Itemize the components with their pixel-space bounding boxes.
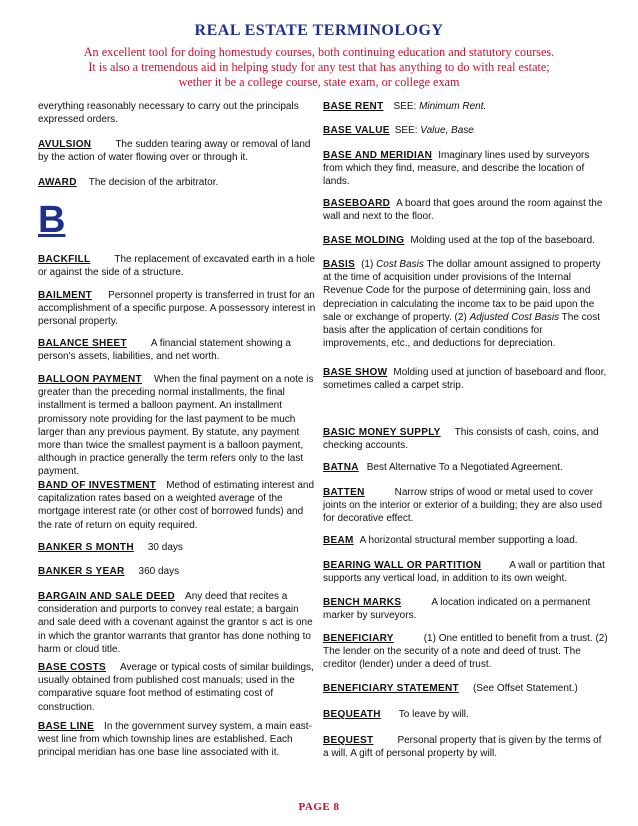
glossary-entry [323, 258, 608, 350]
glossary-term: BASE AND MERIDIAN [323, 150, 433, 161]
glossary-definition: Molding used at the top of the baseboard. [410, 235, 595, 246]
page-title: REAL ESTATE TERMINOLOGY [194, 22, 444, 39]
glossary-entry [38, 289, 316, 329]
subtitle-line: An excellent tool for doing homestudy courses, both continuing education and statutory courses. [83, 45, 555, 59]
glossary-term: BAILMENT [38, 290, 93, 301]
glossary-term: BEQUEATH [323, 709, 381, 720]
glossary-term: BASE RENT [323, 101, 384, 112]
glossary-definition: SEE: [394, 125, 421, 136]
glossary-entry [323, 534, 608, 547]
glossary-definition: A wall or partition that supports any vertical load, in addition to its own weight. [323, 560, 605, 585]
continuation-text: everything reasonably necessary to carry out the principals expressed orders. [38, 101, 299, 126]
page-number: PAGE 8 [298, 801, 340, 813]
glossary-definition-italic: Cost Basis [376, 259, 424, 270]
glossary-entry [323, 426, 608, 452]
glossary-definition: In the government survey system, a main east-west line from which township lines are established. Each principal meridian has one base line associated with it. [38, 721, 312, 759]
glossary-definition: Best Alternative To a Negotiated Agreement. [366, 462, 563, 473]
glossary-definition: The decision of the arbitrator. [88, 177, 219, 188]
glossary-term: BASE SHOW [323, 367, 388, 378]
glossary-definition: This consists of cash, coins, and checking accounts. [323, 427, 599, 452]
glossary-definition: A location indicated on a permanent marker by surveyors. [323, 597, 591, 622]
glossary-definition: Personnel property is transferred in trust for an accomplishment of a specific purpose. A possessory interest in personal property. [38, 290, 316, 328]
glossary-definition: The replacement of excavated earth in a hole or against the side of a structure. [38, 254, 316, 279]
glossary-entry [323, 632, 608, 672]
glossary-term: BASE VALUE [323, 125, 390, 136]
glossary-term: BAND OF INVESTMENT [38, 480, 157, 491]
section-letter: B [38, 199, 66, 241]
subtitle-line: It is also a tremendous aid in helping study for any test that has anything to do with real estate; [88, 60, 550, 74]
glossary-definition: Imaginary lines used by surveyors from which they find, measure, and describe the location of lands. [323, 150, 590, 188]
glossary-term: BACKFILL [38, 254, 91, 265]
glossary-entry [38, 373, 316, 479]
glossary-definition: (1) One entitled to benefit from a trust. (2) The lender on the security of a note and deed of trust. The creditor (lender) under a deed of trust. [323, 633, 608, 671]
glossary-definition: A board that goes around the room against the wall and next to the floor. [323, 198, 603, 223]
glossary-entry [38, 720, 316, 760]
glossary-term: BASIS [323, 259, 356, 270]
glossary-definition: To leave by will. [398, 709, 469, 720]
glossary-entry [38, 541, 316, 554]
glossary-entry [38, 590, 316, 656]
glossary-entry [38, 565, 316, 578]
glossary-term: BALLOON PAYMENT [38, 374, 142, 385]
glossary-definition: Narrow strips of wood or metal used to cover joints on the interior or exterior of a building; they are also used for decorative effect. [323, 487, 603, 525]
glossary-entry [323, 234, 608, 247]
glossary-term: BEAM [323, 535, 354, 546]
glossary-definition: Any deed that recites a consideration and purports to convey real estate; a bargain and sale deed with a covenant against the grantor s act is one in which the grantor warrants that grantor has done nothing to harm or cloud title. [38, 591, 313, 655]
glossary-definition: 360 days [138, 566, 180, 577]
glossary-definition: The sudden tearing away or removal of land by the action of water flowing over or through it. [38, 139, 311, 164]
glossary-term: BATNA [323, 462, 359, 473]
glossary-definition: The cost basis after the application of certain conditions for improvements, etc., and deductions for depreciation. [323, 311, 601, 350]
glossary-entry [323, 682, 608, 695]
glossary-entry [323, 559, 608, 585]
glossary-definition-italic: Value, Base [420, 125, 474, 136]
glossary-definition: Molding used at junction of baseboard and floor, sometimes called a carpet strip. [323, 367, 607, 392]
glossary-definition: SEE: [393, 101, 420, 112]
subtitle-line: wether it be a college course, state exam, or college exam [178, 75, 460, 89]
glossary-term: AVULSION [38, 139, 92, 150]
glossary-definition: A horizontal structural member supporting a load. [359, 535, 578, 546]
glossary-entry [323, 124, 608, 137]
glossary-entry [323, 486, 608, 526]
glossary-definition: Personal property that is given by the terms of a will. A gift of personal property by will. [323, 735, 602, 760]
glossary-term: BENCH MARKS [323, 597, 402, 608]
glossary-term: BASE COSTS [38, 662, 107, 673]
glossary-entry [38, 661, 316, 714]
glossary-definition-italic: Minimum Rent. [419, 101, 487, 112]
glossary-term: BEARING WALL OR PARTITION [323, 560, 482, 571]
glossary-definition-italic: Adjusted Cost Basis [469, 311, 560, 323]
glossary-entry [323, 461, 608, 474]
glossary-term: BASIC MONEY SUPPLY [323, 427, 441, 438]
glossary-definition: Average or typical costs of similar buildings, usually obtained from published cost manuals; used in the comparative square foot method of estimating cost of construction. [38, 662, 314, 713]
glossary-definition: The dollar amount assigned to property at the time of acquisition under provisions of the Internal Revenue Code for the purpose of determining gain, loss and depreciation in calculating the income tax to be paid upon the sale or exchange of property. (2) [323, 259, 601, 323]
glossary-term: BARGAIN AND SALE DEED [38, 591, 176, 602]
glossary-entry [323, 734, 608, 760]
page-subtitle [40, 45, 598, 90]
glossary-entry [38, 176, 316, 189]
glossary-entry [323, 100, 608, 113]
glossary-term: BENEFICIARY [323, 633, 394, 644]
glossary-definition: When the final payment on a note is greater than the preceding normal installments, the final installment is termed a balloon payment. An installment promissory note providing for the last payment to be much larger than any previous payment. By statute, any payment more than twice the smallest payment is a balloon payment, although in practice generally the term refers only to the last payment. [38, 374, 314, 478]
glossary-term: BENEFICIARY STATEMENT [323, 683, 459, 694]
glossary-entry [323, 708, 608, 721]
glossary-definition: 30 days [147, 542, 183, 553]
glossary-term: BEQUEST [323, 735, 374, 746]
glossary-term: AWARD [38, 177, 77, 188]
glossary-term: BALANCE SHEET [38, 338, 127, 349]
glossary-term: BANKER S MONTH [38, 542, 134, 553]
glossary-term: BANKER S YEAR [38, 566, 125, 577]
glossary-entry [38, 337, 316, 363]
glossary-entry [38, 479, 316, 532]
glossary-entry [38, 253, 316, 279]
glossary-entry [38, 138, 316, 164]
glossary-entry [323, 197, 608, 223]
glossary-entry [323, 366, 608, 392]
glossary-term: BATTEN [323, 487, 365, 498]
glossary-term: BASE LINE [38, 721, 95, 732]
glossary-term: BASE MOLDING [323, 235, 405, 246]
glossary-definition: (See Offset Statement.) [472, 683, 578, 694]
glossary-entry [323, 149, 608, 189]
glossary-term: BASEBOARD [323, 198, 391, 209]
glossary-definition: (1) [361, 259, 377, 270]
glossary-entry [323, 596, 608, 622]
glossary-definition: A financial statement showing a person's assets, liabilities, and net worth. [38, 338, 291, 363]
glossary-definition: Method of estimating interest and capitalization rates based on a weighted average of the mortgage interest rate (or other cost of borrowed funds) and the rate of return on equity required. [38, 480, 315, 531]
